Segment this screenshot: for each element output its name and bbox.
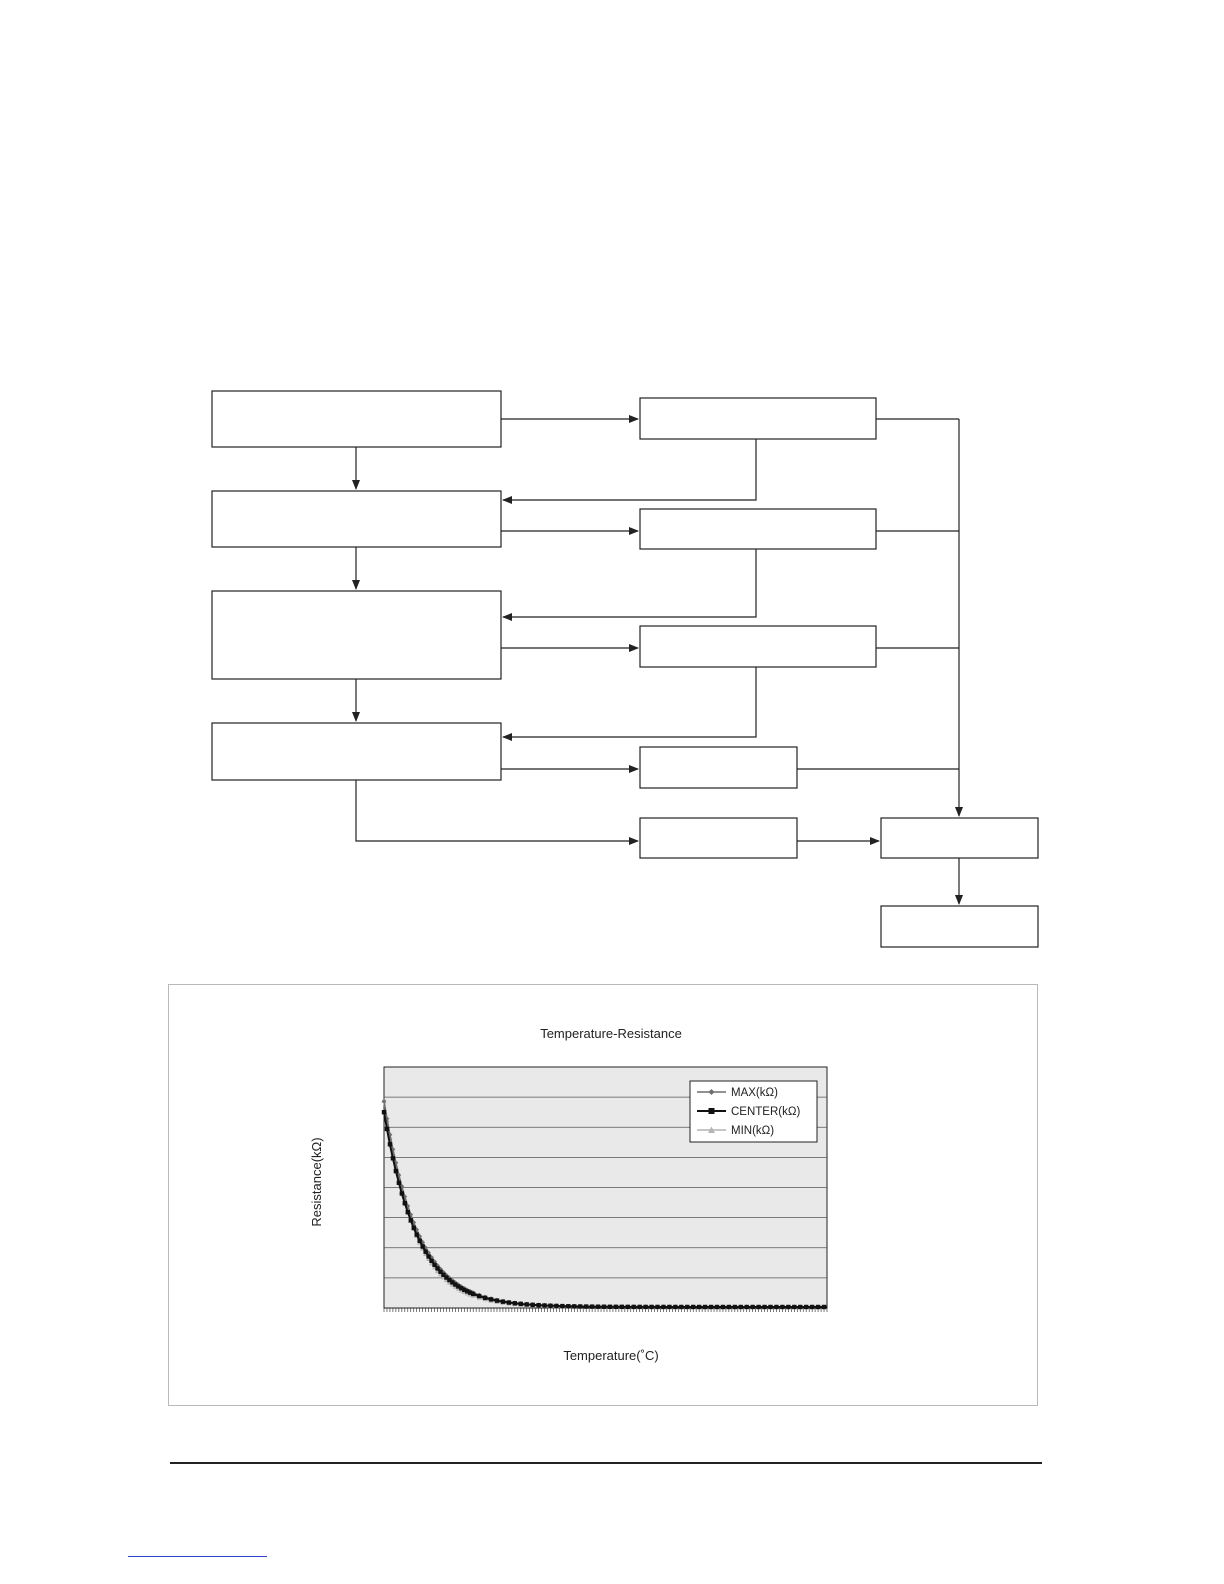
legend-label-center: CENTER(kΩ) (731, 1106, 801, 1118)
flow-final-box (881, 906, 1038, 947)
legend-label-min: MIN(kΩ) (731, 1125, 775, 1137)
series-point-1 (661, 1305, 665, 1309)
series-point-1 (667, 1305, 671, 1309)
series-point-1 (495, 1298, 499, 1302)
series-point-1 (643, 1305, 647, 1309)
series-point-1 (703, 1305, 707, 1309)
flow-check-5-box (640, 818, 797, 858)
flow-check-4-box (640, 747, 797, 788)
series-point-1 (513, 1301, 517, 1305)
series-point-1 (792, 1305, 796, 1309)
series-point-1 (768, 1305, 772, 1309)
series-point-1 (578, 1304, 582, 1308)
series-point-1 (715, 1305, 719, 1309)
series-point-1 (501, 1299, 505, 1303)
series-point-1 (637, 1305, 641, 1309)
series-point-1 (426, 1254, 430, 1258)
series-point-1 (519, 1302, 523, 1306)
arrow-step4-to-check5 (356, 780, 638, 841)
series-point-1 (673, 1305, 677, 1309)
series-point-1 (691, 1305, 695, 1309)
series-point-1 (489, 1297, 493, 1301)
series-point-1 (774, 1305, 778, 1309)
series-point-1 (406, 1210, 410, 1214)
flow-check-3-box (640, 626, 876, 667)
series-point-1 (566, 1304, 570, 1308)
series-point-1 (810, 1305, 814, 1309)
series-point-1 (733, 1305, 737, 1309)
series-point-1 (417, 1239, 421, 1243)
series-point-1 (507, 1300, 511, 1304)
series-point-1 (649, 1305, 653, 1309)
series-point-1 (596, 1304, 600, 1308)
flow-check-2-box (640, 509, 876, 549)
flow-result-box (881, 818, 1038, 858)
series-point-1 (525, 1302, 529, 1306)
series-point-1 (697, 1305, 701, 1309)
series-point-1 (400, 1191, 404, 1195)
flow-step-3-box (212, 591, 501, 679)
temperature-resistance-chart (169, 985, 1037, 1405)
series-point-1 (739, 1305, 743, 1309)
series-point-1 (572, 1304, 576, 1308)
series-point-1 (614, 1305, 618, 1309)
series-point-1 (483, 1296, 487, 1300)
series-point-1 (822, 1305, 826, 1309)
chart-title: Temperature-Resistance (540, 1026, 682, 1041)
series-point-1 (750, 1305, 754, 1309)
series-point-1 (382, 1110, 386, 1114)
series-point-1 (542, 1303, 546, 1307)
series-point-1 (388, 1142, 392, 1146)
series-point-1 (394, 1169, 398, 1173)
series-point-1 (548, 1304, 552, 1308)
series-point-1 (385, 1127, 389, 1131)
footer-rule (170, 1462, 1042, 1464)
arrow-check2-back-to-step3 (503, 549, 756, 617)
series-point-1 (420, 1244, 424, 1248)
series-point-1 (554, 1304, 558, 1308)
chart-y-axis-label: Resistance(kΩ) (309, 1137, 324, 1227)
series-point-1 (536, 1303, 540, 1307)
series-point-1 (786, 1305, 790, 1309)
arrow-check1-back-to-step2 (503, 439, 756, 500)
flow-step-4-box (212, 723, 501, 780)
series-point-1 (530, 1303, 534, 1307)
series-point-1 (403, 1201, 407, 1205)
series-point-1 (471, 1292, 475, 1296)
series-point-1 (721, 1305, 725, 1309)
series-point-1 (762, 1305, 766, 1309)
series-point-1 (429, 1259, 433, 1263)
series-point-1 (685, 1305, 689, 1309)
flow-step-2-box (212, 491, 501, 547)
series-point-1 (391, 1156, 395, 1160)
series-point-1 (477, 1294, 481, 1298)
series-point-1 (816, 1305, 820, 1309)
series-point-1 (423, 1250, 427, 1254)
series-point-1 (620, 1305, 624, 1309)
series-point-1 (709, 1305, 713, 1309)
series-point-1 (756, 1305, 760, 1309)
series-point-1 (584, 1304, 588, 1308)
arrow-check3-back-to-step4 (503, 667, 756, 737)
series-point-1 (655, 1305, 659, 1309)
series-point-1 (632, 1305, 636, 1309)
series-point-1 (798, 1305, 802, 1309)
flow-check-1-box (640, 398, 876, 439)
footer-link-underline (128, 1556, 267, 1557)
series-point-1 (560, 1304, 564, 1308)
series-point-1 (397, 1181, 401, 1185)
series-point-1 (412, 1226, 416, 1230)
series-point-1 (679, 1305, 683, 1309)
series-point-1 (608, 1305, 612, 1309)
series-point-1 (626, 1305, 630, 1309)
series-point-1 (727, 1305, 731, 1309)
legend-marker-center (709, 1108, 715, 1114)
series-point-1 (409, 1218, 413, 1222)
series-point-1 (590, 1304, 594, 1308)
chart-panel (168, 984, 1038, 1406)
series-point-1 (745, 1305, 749, 1309)
series-point-1 (804, 1305, 808, 1309)
series-point-1 (602, 1305, 606, 1309)
legend-label-max: MAX(kΩ) (731, 1087, 778, 1099)
series-point-1 (780, 1305, 784, 1309)
series-point-1 (415, 1232, 419, 1236)
chart-x-axis-label: Temperature(˚C) (563, 1348, 659, 1363)
flow-step-1-box (212, 391, 501, 447)
chart-legend (690, 1081, 817, 1142)
